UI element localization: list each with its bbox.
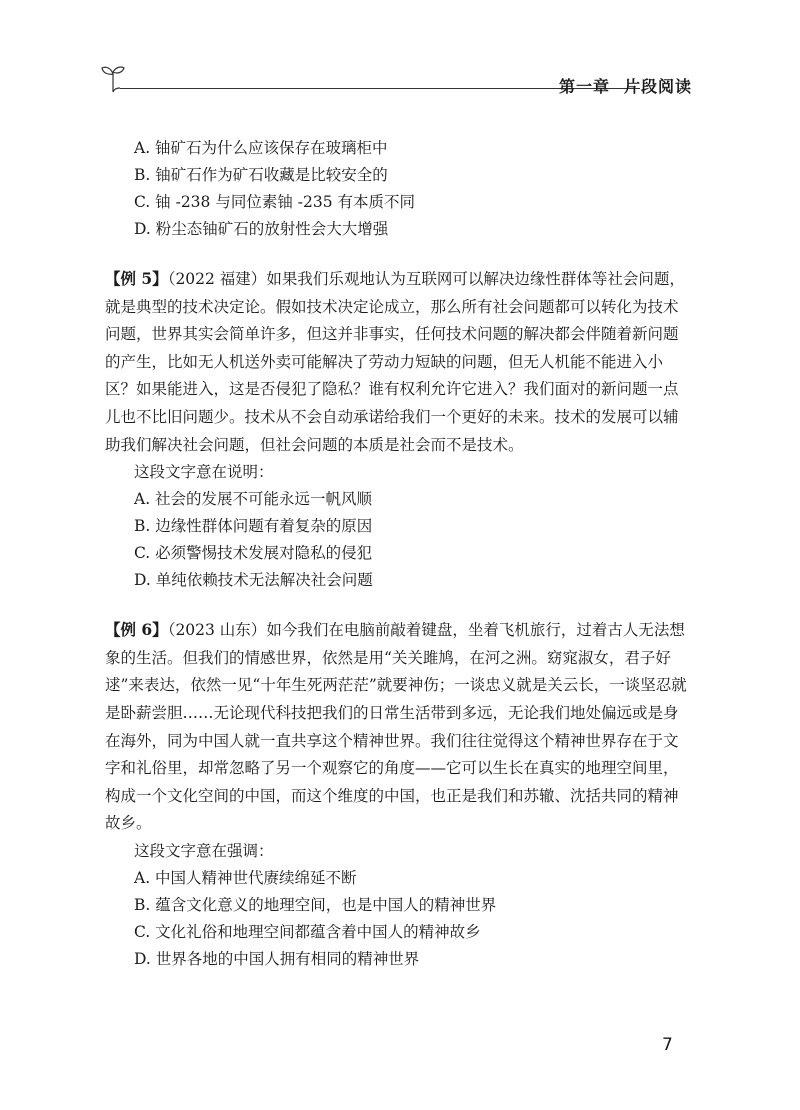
example-6-option-d: D. 世界各地的中国人拥有相同的精神世界 <box>134 949 420 968</box>
example-6-text: 如今我们在电脑前敲着键盘，坐着飞机旅行，过着古人无法想象的生活。但我们的情感世界，依然是用“关关雎鸠，在河之洲。窈窕淑女，君子好逑”来表达，依然一见“十年生死两茫茫”就要神伤；一谈忠义就是关云长，一谈坚忍就是卧薪尝胆……无论现代科技把我们的日常生活带到多远，无论我们地处偏远或是身在海外，同为中国人就一直共享这个精神世界。我们往往觉得这个精神世界存在于文字和礼俗里，却常忽略了另一个观察它的角度——它可以生长在真实的地理空间里，构成一个文化空间的中国，而这个维度的中国，也正是我们和苏辙、沈括共同的精神故乡。 <box>105 621 687 833</box>
example-5 <box>105 265 687 594</box>
sprout-icon <box>100 60 126 98</box>
q4-option-c: C. 铀 -238 与同位素铀 -235 有本质不同 <box>134 193 416 211</box>
page-content <box>105 135 687 973</box>
example-6-option-c: C. 文化礼俗和地理空间都蕴含着中国人的精神故乡 <box>134 922 481 941</box>
example-6-source: （2023 山东） <box>167 621 267 640</box>
example-6-option-a: A. 中国人精神世代赓续绵延不断 <box>134 868 357 887</box>
example-5-option-d: D. 单纯依赖技术无法解决社会问题 <box>134 571 373 590</box>
example-5-tag: 【例 5】 <box>105 269 168 288</box>
example-6-option-b: B. 蕴含文化意义的地理空间，也是中国人的精神世界 <box>134 895 497 914</box>
chapter-heading <box>559 74 692 97</box>
page-number: 7 <box>662 1035 673 1055</box>
chapter-label: 第一章 <box>558 77 610 96</box>
example-6-question: 这段文字意在强调： <box>134 841 274 860</box>
example-5-source: （2022 福建） <box>167 270 267 288</box>
q4-option-b: B. 铀矿石作为矿石收藏是比较安全的 <box>134 166 388 184</box>
example-6-passage <box>105 616 687 838</box>
running-header <box>100 60 692 100</box>
example-5-text: 如果我们乐观地认为互联网可以解决边缘性群体等社会问题，就是典型的技术决定论。假如技术决定论成立，那么所有社会问题都可以转化为技术问题，世界其实会简单许多，但这并非事实，任何技术问题的解决都会伴随着新问题的产生，比如无人机送外卖可能解决了劳动力短缺的问题，但无人机能不能进入小区？如果能进入，这是否侵犯了隐私？谁有权利允许它进入？我们面对的新问题一点儿也不比旧问题少。技术从不会自动承诺给我们一个更好的未来。技术的发展可以辅助我们解决社会问题，但社会问题的本质是社会而不是技术。 <box>105 270 685 454</box>
chapter-title: 片段阅读 <box>623 77 692 96</box>
q4-option-d: D. 粉尘态铀矿石的放射性会大大增强 <box>134 220 389 238</box>
example-5-option-b: B. 边缘性群体问题有着复杂的原因 <box>134 517 373 536</box>
example-5-question: 这段文字意在说明： <box>134 463 274 482</box>
q4-options <box>105 135 687 243</box>
example-5-passage <box>105 265 687 459</box>
example-5-option-c: C. 必须警惕技术发展对隐私的侵犯 <box>134 544 373 563</box>
q4-option-a: A. 铀矿石为什么应该保存在玻璃柜中 <box>134 139 388 157</box>
example-6 <box>105 616 687 973</box>
example-5-option-a: A. 社会的发展不可能永远一帆风顺 <box>134 490 373 509</box>
example-6-tag: 【例 6】 <box>105 620 168 640</box>
